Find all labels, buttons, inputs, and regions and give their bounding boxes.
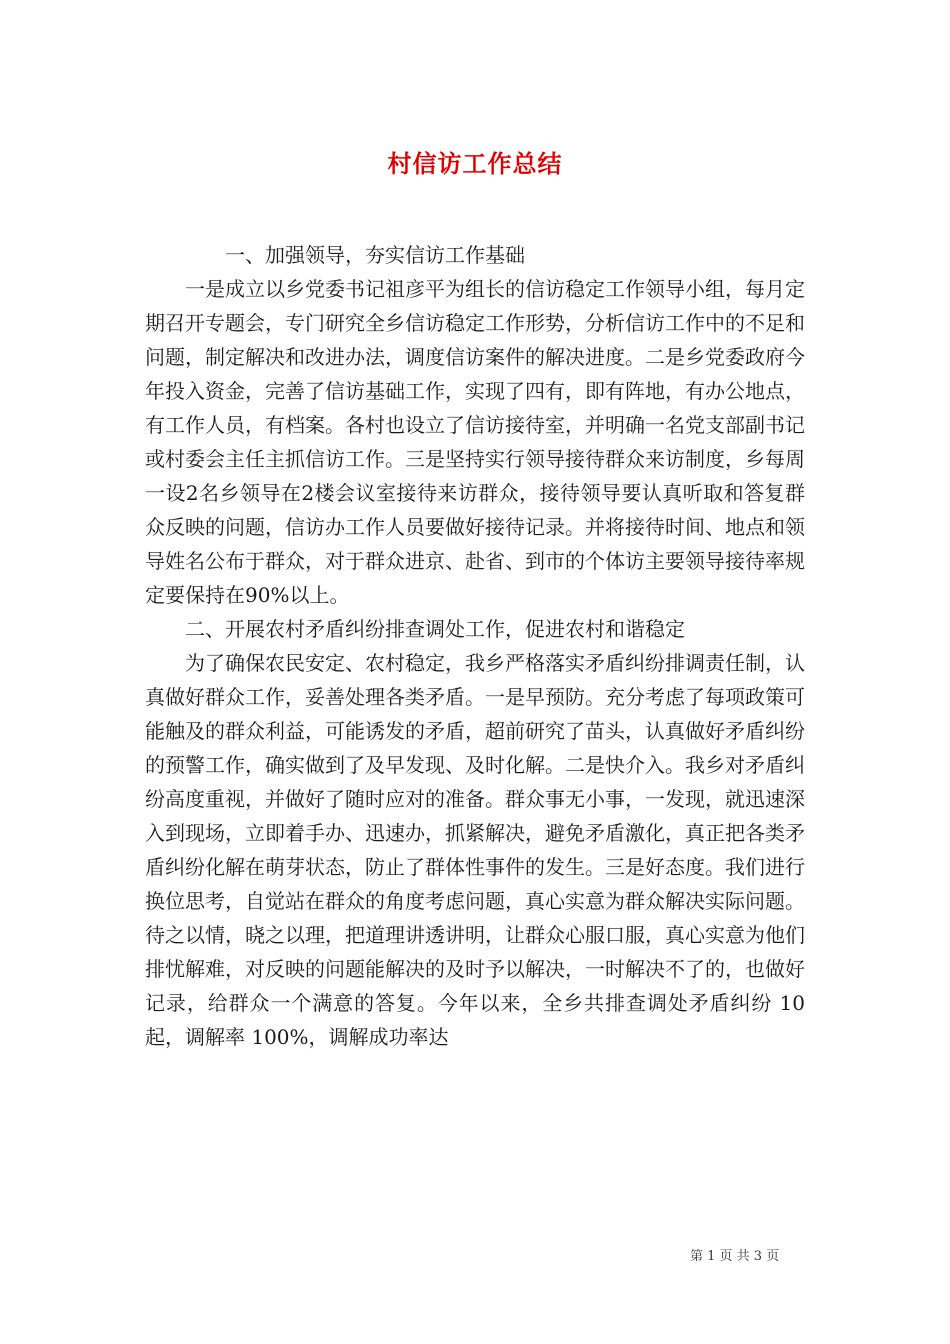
section-heading-1: 一、加强领导，夯实信访工作基础 [225, 243, 525, 267]
page-number: 第 1 页 共 3 页 [690, 1249, 780, 1264]
document-body [145, 238, 805, 1054]
page-title: 村信访工作总结 [387, 150, 563, 179]
section-paragraph-2: 为了确保农民安定、农村稳定，我乡严格落实矛盾纠纷排调责任制，认真做好群众工作，妥善处理各类矛盾。一是早预防。充分考虑了每项政策可能触及的群众利益，可能诱发的矛盾，超前研究了苗头，认真做好矛盾纠纷的预警工作，确实做到了及早发现、及时化解。二是快介入。我乡对矛盾纠纷高度重视，并做好了随时应对的准备。群众事无小事，一发现，就迅速深入到现场，立即着手办、迅速办，抓紧解决，避免矛盾激化，真正把各类矛盾纠纷化解在萌芽状态，防止了群体性事件的发生。三是好态度。我们进行换位思考，自觉站在群众的角度考虑问题，真心实意为群众解决实际问题。待之以情，晓之以理，把道理讲透讲明，让群众心服口服，真心实意为他们排忧解难，对反映的问题能解决的及时予以解决，一时解决不了的，也做好记录，给群众一个满意的答复。今年以来，全乡共排查调处矛盾纠纷 10 起，调解率 100%，调解成功率达 [145, 651, 805, 1049]
section-heading-2: 二、开展农村矛盾纠纷排查调处工作，促进农村和谐稳定 [185, 617, 685, 641]
section-paragraph-1: 一是成立以乡党委书记祖彦平为组长的信访稳定工作领导小组，每月定期召开专题会，专门研究全乡信访稳定工作形势，分析信访工作中的不足和问题，制定解决和改进办法，调度信访案件的解决进度。二是乡党委政府今年投入资金，完善了信访基础工作，实现了四有，即有阵地，有办公地点，有工作人员，有档案。各村也设立了信访接待室，并明确一名党支部副书记或村委会主任主抓信访工作。三是坚持实行领导接待群众来访制度，乡每周一设2名乡领导在2楼会议室接待来访群众，接待领导要认真听取和答复群众反映的问题，信访办工作人员要做好接待记录。并将接待时间、地点和领导姓名公布于群众，对于群众进京、赴省、到市的个体访主要领导接待率规定要保持在90%以上。 [145, 277, 805, 607]
